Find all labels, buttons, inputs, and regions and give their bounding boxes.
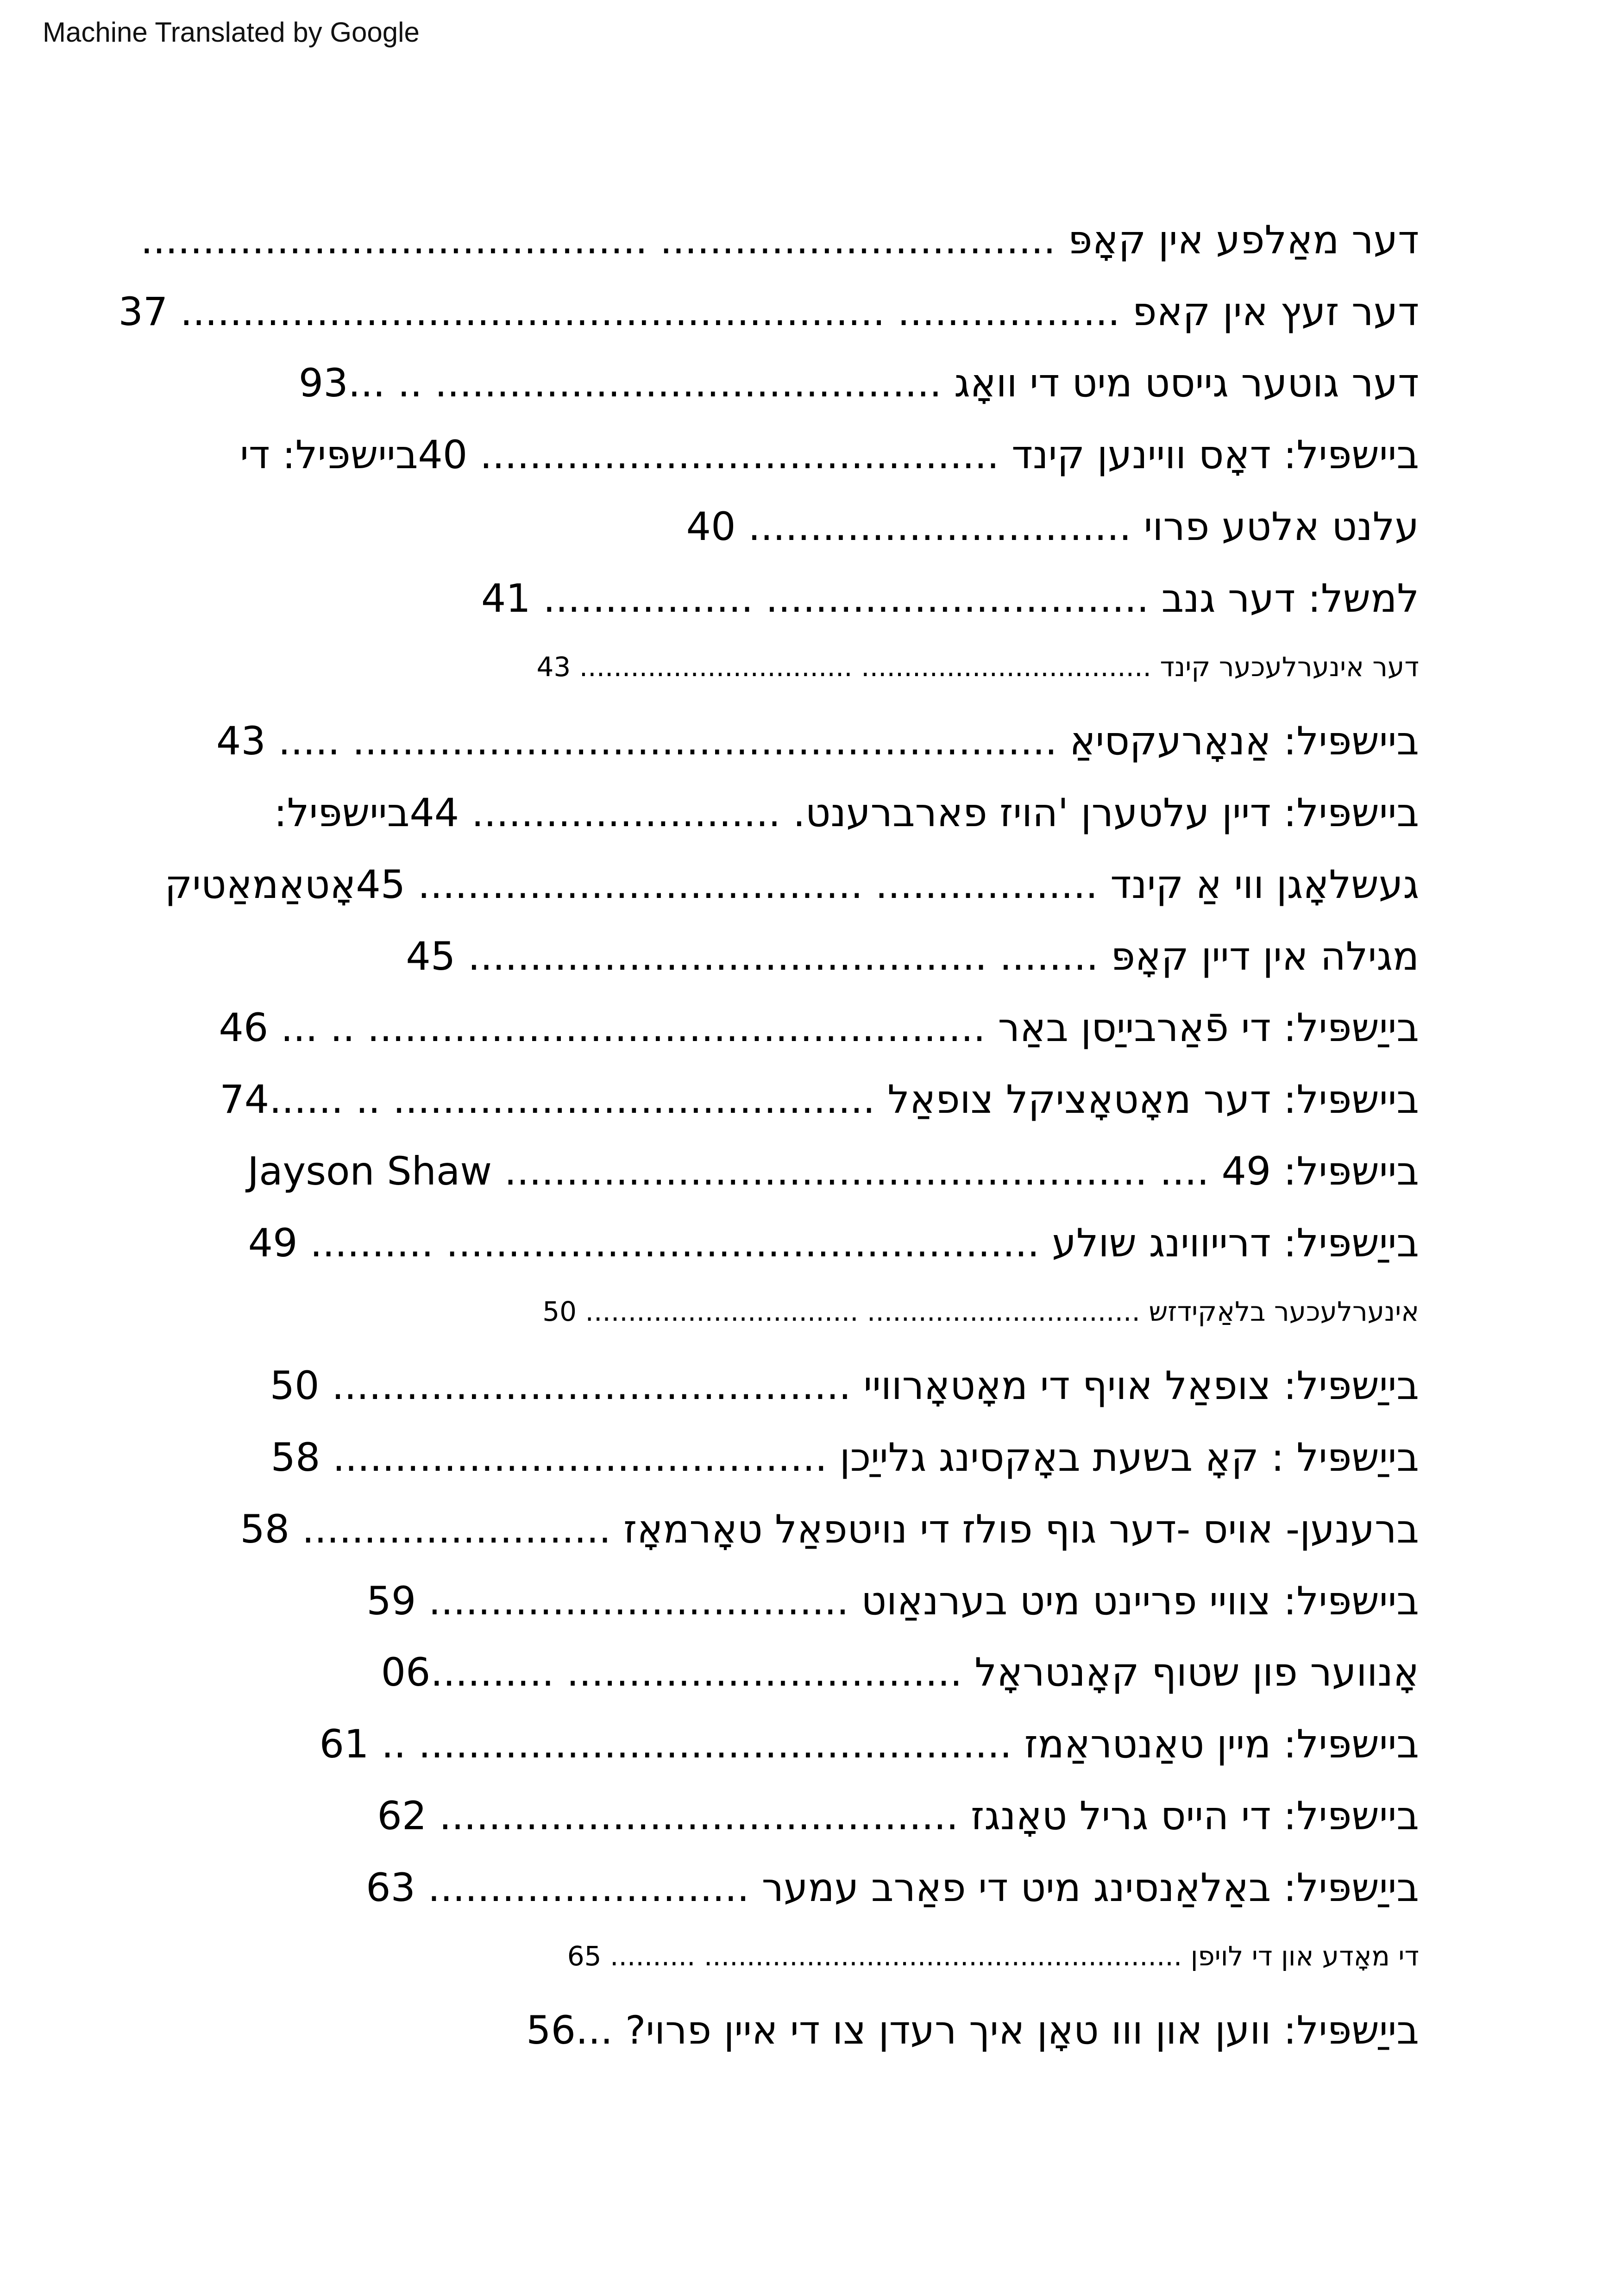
toc-entry: בייַשפּיל: די פֿאַרבייַסן באַר .................................................. .. ... 46 (219, 1005, 1419, 1050)
toc-entry: בייַשפּיל: ווען און ווו טאָן איך רעדן צו די איין פרוי? ...56 (526, 2007, 1419, 2053)
toc-entry: די מאָדע און די לויפן ........................................................ .......... 65 (567, 1940, 1419, 1972)
toc-entry: למשל: דער גנב ............................... ................. 41 (481, 576, 1419, 621)
toc-entry: ביישפּיל: דיין עלטערן 'הויז פארברענט. ......................... 44ביישפּיל: (274, 790, 1419, 835)
toc-entry: דער גוטער גייסט מיט די וואָג ......................................... .. ...93 (298, 360, 1419, 406)
machine-translation-notice: Machine Translated by Google (43, 17, 420, 48)
toc-entry: ביישפּיל: דער מאָטאָציקל צופאַל ....................................... .. ......74 (220, 1077, 1419, 1122)
toc-entry: ביישפּיל: דאָס וויינען קינד .......................................... 40ביישפּיל: די (240, 432, 1419, 477)
toc-entry: ביישפּיל: צוויי פריינט מיט בערנאַוט .................................. 59 (366, 1578, 1419, 1624)
toc-entry: דער אינערלעכער קינד .................................. ................................ 43 (536, 651, 1419, 683)
toc-entry: דער מאַלפע אין קאָפּ ................................ ......................................... (140, 217, 1419, 263)
toc-entry: עלנט אלטע פרוי ............................... 40 (686, 504, 1419, 549)
toc-entry: דער זעץ אין קאפ .................. ......................................................... 37 (118, 289, 1419, 334)
toc-entry: ביישפּיל: די הייס גריל טאָנגז .......................................... 62 (377, 1793, 1419, 1838)
toc-entry: ביישפּיל: מיין טאַנטראַמז ................................................ .. 61 (319, 1721, 1419, 1767)
toc-entry: בייַשפּיל: דרייווינג שולע ................................................ .......... 49 (248, 1220, 1419, 1266)
toc-entry: בייַשפּיל: באַלאַנסינג מיט די פאַרב עמער .......................... 63 (366, 1865, 1419, 1910)
toc-entry: מגילה אין דיין קאָפּ ........ .......................................... 45 (406, 934, 1419, 979)
toc-entry: בייַשפּיל: צופאַל אויף די מאָטאָרוויי .......................................... 50 (270, 1363, 1419, 1408)
toc-entry: געשלאָגן ווי אַ קינד .................. .................................... 45אָטאַמאַטיק (164, 862, 1419, 907)
toc-entry: ביישפּיל: אַנאָרעקסיאַ ......................................................... ..... 43 (216, 718, 1419, 764)
toc-entry: ברענען- אויס -דער גוף פולז די נויטפאַל טאָרמאָז ......................... 58 (240, 1506, 1419, 1552)
toc-entry: אינערלעכער בלאַקידזש ................................ ................................ 50 (542, 1296, 1419, 1327)
toc-entry: אָנווער פון שטוף קאָנטראָל ................................ ..........06 (381, 1650, 1419, 1695)
toc-entry: ביישפּיל: 49 .... .................................................... Jayson Shaw (247, 1148, 1419, 1194)
toc-entry: בייַשפּיל : קאָ בשעת באָקסינג גלייַכן ........................................ 58 (270, 1435, 1419, 1480)
